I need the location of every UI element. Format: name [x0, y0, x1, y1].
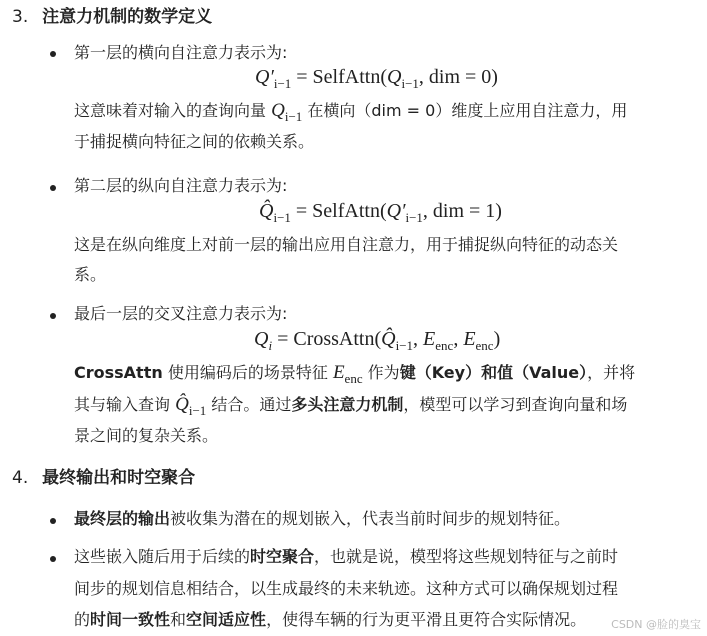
bullet-1-line-1: 这意味着对输入的查询向量 $Q_{i-1}$ 在横向（dim = 0）维度上应用自注意力，用: [74, 100, 628, 124]
section-3-number: 3.: [12, 7, 29, 27]
watermark: CSDN @脸的臭宝: [611, 618, 701, 631]
bullet-2-line-2: 系。: [74, 265, 107, 284]
bullet-1-intro: 第一层的横向自注意力表示为:: [74, 43, 288, 62]
section-4-heading: [12, 463, 195, 488]
bullet-dot: [50, 313, 56, 319]
bullet-dot: [50, 51, 56, 57]
bullet-dot: [50, 185, 56, 191]
formula-horizontal-selfattn: $Q'_{i-1}$ = $SelfAttn(Q_{i-1}$, dim = 0): [255, 66, 498, 91]
bullet-3-line-3: 景之间的复杂关系。: [74, 426, 219, 445]
bullet-3-line-2: 其与输入查询 $Q̂_{i-1}$ 结合。通过多头注意力机制，模型可以学习到查询向量和场: [74, 394, 628, 418]
formula-crossattn: $Q_i$ = $CrossAttn(Q̂_{i-1}$, $E_{enc}$, $E_{enc}$): [254, 328, 501, 353]
section-3-title: 注意力机制的数学定义: [42, 7, 213, 27]
bullet-3-line-1: CrossAttn 使用编码后的场景特征 $E_{enc}$ 作为键（Key）和值（Value），并将: [74, 362, 636, 386]
section-4-bullet-2-line-3: 的时间一致性和空间适应性，使得车辆的行为更平滑且更符合实际情况。: [74, 610, 587, 629]
section-3-heading: [12, 2, 212, 27]
formula-vertical-selfattn: $Q̂_{i-1}$ = $SelfAttn(Q'_{i-1}$, dim = 1): [259, 200, 502, 225]
bullet-1-line-2: 于捕捉横向特征之间的依赖关系。: [74, 132, 315, 151]
bullet-2-line-1: 这是在纵向维度上对前一层的输出应用自注意力，用于捕捉纵向特征的动态关: [74, 235, 619, 254]
section-4-title: 最终输出和时空聚合: [42, 468, 196, 488]
bullet-dot: [50, 556, 56, 562]
section-4-bullet-2-line-1: 这些嵌入随后用于后续的时空聚合，也就是说，模型将这些规划特征与之前时: [74, 547, 619, 566]
bullet-dot: [50, 518, 56, 524]
section-4-bullet-2-line-2: 间步的规划信息相结合，以生成最终的未来轨迹。这种方式可以确保规划过程: [74, 579, 619, 598]
bullet-3-intro: 最后一层的交叉注意力表示为:: [74, 304, 288, 323]
bullet-2-intro: 第二层的纵向自注意力表示为:: [74, 176, 288, 195]
section-4-number: 4.: [12, 468, 29, 488]
section-4-bullet-1: 最终层的输出被收集为潜在的规划嵌入，代表当前时间步的规划特征。: [74, 509, 571, 528]
